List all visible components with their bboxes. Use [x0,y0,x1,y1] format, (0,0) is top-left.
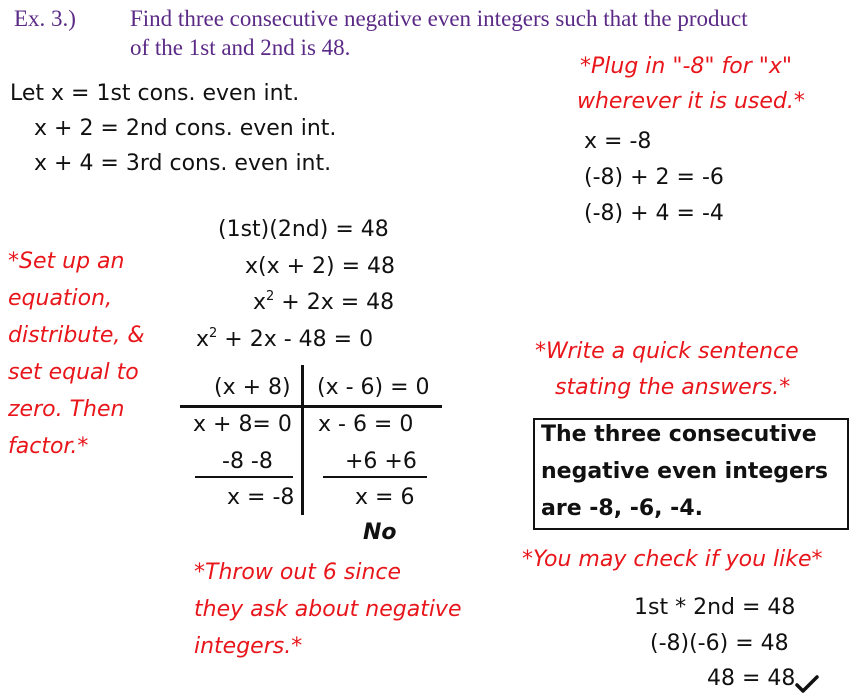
left-solution: x = -8 [227,485,295,510]
setup-note-2: equation, [8,286,113,311]
check-line-3: 48 = 48 [707,666,796,691]
equation-line-1: (1st)(2nd) = 48 [218,217,389,242]
substitution-3: (-8) + 4 = -4 [584,201,724,226]
throw-note-3: integers.* [194,634,303,659]
plug-note-1: *Plug in "-8" for "x" [580,54,792,79]
throw-note-2: they ask about negative [194,597,462,622]
example-label: Ex. 3.) [14,6,76,31]
setup-note-4: set equal to [8,360,139,385]
left-underline [195,476,293,478]
check-note: *You may check if you like* [522,547,823,572]
equation-line-4: $x^2 + 2x - 48 = 0$ [196,326,374,352]
checkmark-icon [795,674,819,694]
check-line-1: 1st * 2nd = 48 [634,595,796,620]
answer-line-3: are -8, -6, -4. [541,496,703,521]
equation-line-2: x(x + 2) = 48 [245,254,396,279]
right-step-1: x - 6 = 0 [318,412,414,437]
equation-line-3: $x^2 + 2x = 48$ [253,289,395,315]
plug-note-2: wherever it is used.* [577,89,805,114]
answer-line-1: The three consecutive [541,422,817,447]
definition-3: x + 4 = 3rd cons. even int. [34,151,332,176]
left-step-1: x + 8= 0 [193,412,292,437]
right-solution: x = 6 [355,485,415,510]
setup-note-6: factor.* [8,434,89,459]
sentence-note-1: *Write a quick sentence [535,339,799,364]
answer-line-2: negative even integers [541,459,828,484]
substitution-1: x = -8 [584,129,652,154]
definition-2: x + 2 = 2nd cons. even int. [34,116,337,141]
right-underline [323,476,427,478]
check-line-2: (-8)(-6) = 48 [650,631,789,656]
setup-note-3: distribute, & [8,323,145,348]
sentence-note-2: stating the answers.* [555,375,791,400]
throw-note-1: *Throw out 6 since [194,560,402,585]
problem-line-1: Find three consecutive negative even integers such that the product [130,6,748,31]
table-horizontal-rule [180,405,442,408]
problem-line-2: of the 1st and 2nd is 48. [130,35,351,60]
substitution-2: (-8) + 2 = -6 [584,165,724,190]
factor-left-header: (x + 8) [214,375,291,400]
table-vertical-rule [301,365,304,515]
left-step-2: -8 -8 [222,449,273,474]
setup-note-1: *Set up an [8,249,125,274]
reject-label: No [363,520,397,545]
factor-right-header: (x - 6) = 0 [317,375,430,400]
right-step-2: +6 +6 [345,449,417,474]
setup-note-5: zero. Then [8,397,125,422]
definition-1: Let x = 1st cons. even int. [10,81,300,106]
